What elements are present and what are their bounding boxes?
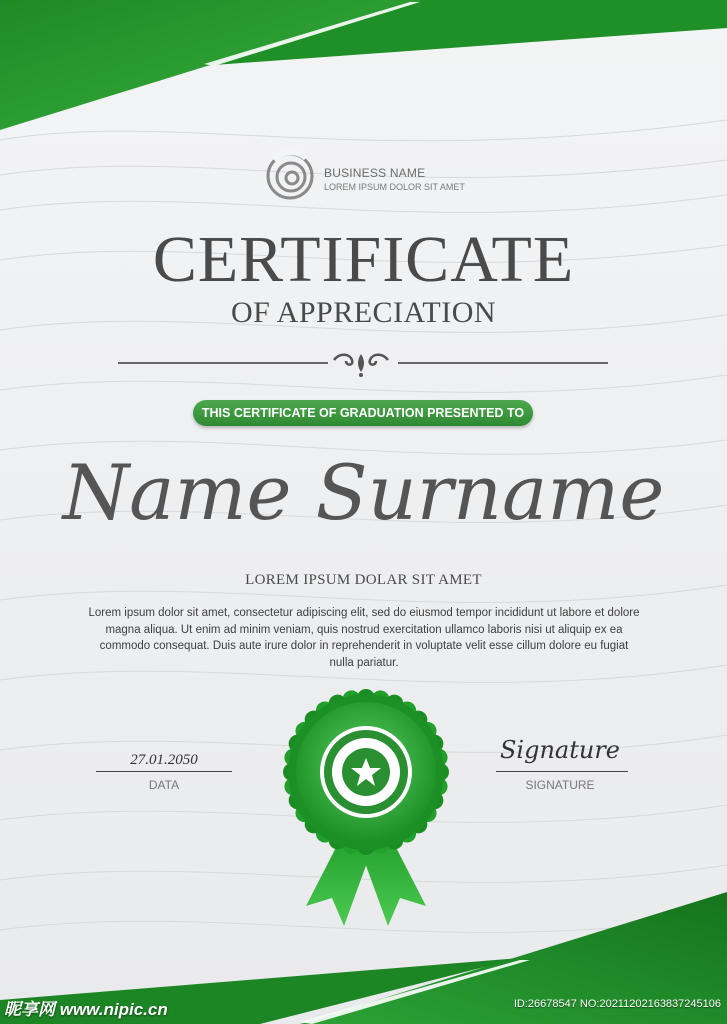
date-label: DATA xyxy=(148,778,180,792)
spiral-logo-icon xyxy=(264,148,316,200)
business-name: BUSINESS NAME xyxy=(324,166,426,180)
signature-value: Signature xyxy=(499,736,621,764)
certificate-title: CERTIFICATE xyxy=(152,223,575,296)
presented-to-banner: THIS CERTIFICATE OF GRADUATION PRESENTED TO xyxy=(193,400,533,426)
certificate-body-text: Lorem ipsum dolor sit amet, consectetur adipiscing elit, sed do eiusmod tempor incididunt ut labore et dolore magna aliqua. Ut enim ad minim veniam, quis nostrud exercitation ullamco laboris nisi ut aliquip ex ea commodo consequat. Duis aute irure dolor in reprehenderit in voluptate velit esse cillum dolore eu fugiat nulla pariatur. xyxy=(88,607,640,669)
lorem-heading: LOREM IPSUM DOLAR SIT AMET xyxy=(245,572,482,588)
divider-right xyxy=(398,362,608,364)
date-line xyxy=(96,771,232,772)
flourish-ornament-icon xyxy=(330,348,392,378)
signature-label: SIGNATURE xyxy=(525,778,595,792)
watermark-left: 昵享网 www.nipic.cn xyxy=(4,1000,168,1019)
watermark-right: ID:26678547 NO:20211202163837245106 xyxy=(513,998,721,1010)
date-value: 27.01.2050 xyxy=(130,752,198,768)
signature-line xyxy=(496,771,628,772)
business-tagline: LOREM IPSUM DOLOR SIT AMET xyxy=(324,182,465,192)
recipient-name: Name Surname xyxy=(62,448,665,537)
divider-left xyxy=(118,362,328,364)
green-rosette-star-icon xyxy=(276,688,456,950)
certificate-subtitle: OF APPRECIATION xyxy=(230,296,497,329)
